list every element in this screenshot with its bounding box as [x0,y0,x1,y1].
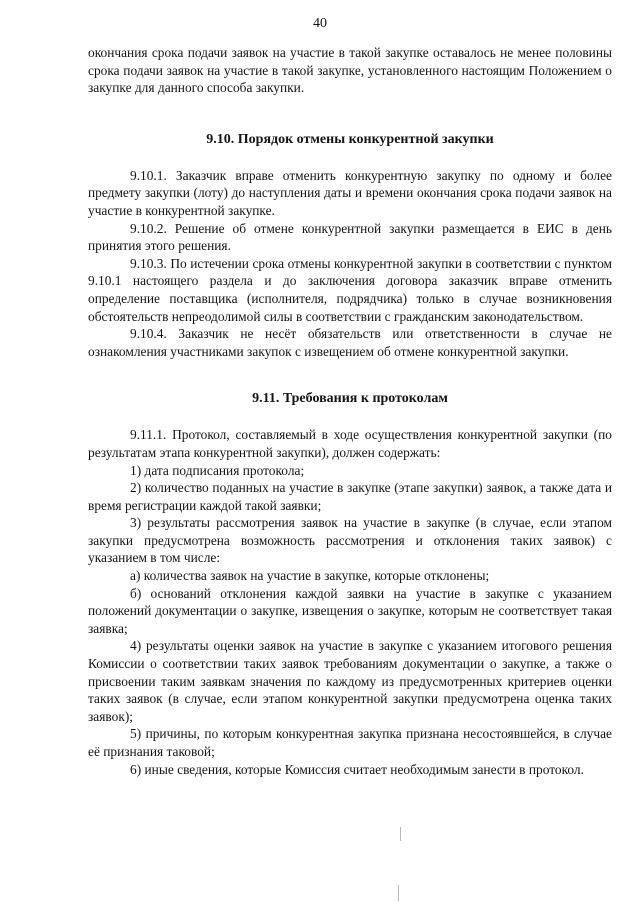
paragraph-9-11-1: 9.11.1. Протокол, составляемый в ходе осуществления конкурентной закупки (по результатам этапа конкурентной закупки), должен содержать: [88,427,612,460]
paragraph-9-10-1: 9.10.1. Заказчик вправе отменить конкурентную закупку по одному и более предмету закупки (лоту) до наступления даты и времени окончания срока подачи заявок на участие в конкурентной закупке. [88,167,612,218]
paragraph-9-10-2: 9.10.2. Решение об отмене конкурентной закупки размещается в ЕИС в день принятия этого решения. [88,220,612,254]
list-item-5: 5) причины, по которым конкурентная закупка признана несостоявшейся, в случае её признания таковой; [88,726,612,759]
scan-artifact-line [398,885,399,901]
list-item-6: 6) иные сведения, которые Комиссия считает необходимым занести в протокол. [130,761,584,777]
section-9-10-heading: 9.10. Порядок отмены конкурентной закупки [206,131,494,147]
list-item-4: 4) результаты оценки заявок на участие в закупке с указанием итогового решения Комиссии о соответствии таких заявок требованиям документации о закупке, а также о присвоении таким заявкам значения по каждому из предусмотренных критериев оценки таких заявок (в случае, если этапом конкурентной закупки предусмотрена оценка таких заявок); [88,638,612,724]
list-item-2: 2) количество поданных на участие в закупке (этапе закупки) заявок, а также дата и время регистрации каждой такой заявки; [88,480,612,513]
sub-item-b: б) оснований отклонения каждой заявки на участие в закупке с указанием положений документации о закупке, извещения о закупке, которым не соответствует такая заявка; [88,585,612,636]
page-number: 40 [313,16,327,31]
scan-artifact-line [400,827,401,841]
list-item-1: 1) дата подписания протокола; [130,462,305,478]
paragraph-9-10-3: 9.10.3. По истечении срока отмены конкурентной закупки в соответствии с пунктом 9.10.1 настоящего раздела и до заключения договора заказчик вправе отменить определение поставщика (исполнителя, подрядчика) только в случае возникновения обстоятельств непреодолимой силы в соответствии с гражданским законодательством. [88,255,612,324]
intro-paragraph: окончания срока подачи заявок на участие в такой закупке оставалось не менее половины срока подачи заявок на участие в такой закупке, установленного настоящим Положением о закупке для данного способа закупки. [88,45,612,96]
list-item-3: 3) результаты рассмотрения заявок на участие в закупке (в случае, если этапом закупки предусмотрена возможность рассмотрения и отклонения таких заявок) с указанием в том числе: [88,515,612,566]
section-9-11-heading: 9.11. Требования к протоколам [252,391,448,407]
page-content [88,44,612,778]
paragraph-9-10-4: 9.10.4. Заказчик не несёт обязательств или ответственности в случае не ознакомления участниками закупок с извещением об отмене конкурентной закупки. [88,326,612,359]
sub-item-a: а) количества заявок на участие в закупке, которые отклонены; [130,568,490,584]
